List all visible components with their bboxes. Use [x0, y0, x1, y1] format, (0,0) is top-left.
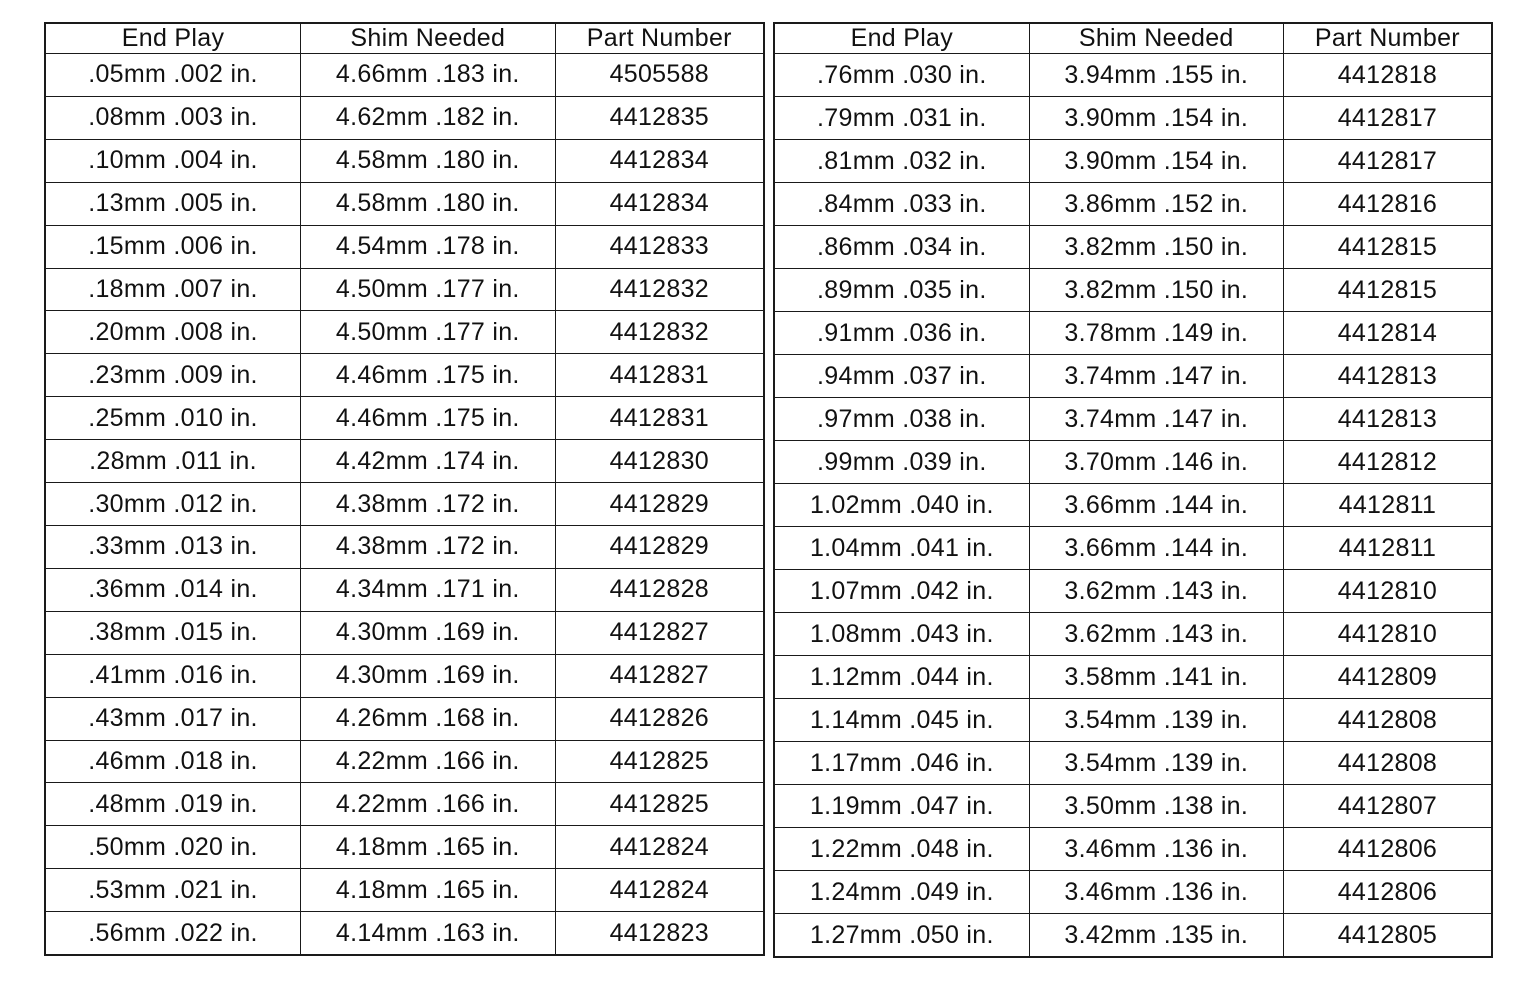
- header-part-number: Part Number: [555, 24, 763, 54]
- shim-needed-cell: 4.50mm .177 in.: [301, 311, 556, 354]
- end-play-cell: .86mm .034 in.: [775, 226, 1029, 269]
- part-number-cell: 4412817: [1283, 140, 1491, 183]
- table-row: [775, 914, 1491, 957]
- part-number-cell: 4412806: [1283, 828, 1491, 871]
- table-row: [775, 527, 1491, 570]
- table-row: [46, 354, 763, 397]
- part-number-cell: 4412829: [555, 525, 763, 568]
- end-play-cell: .13mm .005 in.: [46, 182, 301, 225]
- shim-needed-cell: 4.30mm .169 in.: [301, 611, 556, 654]
- end-play-cell: 1.22mm .048 in.: [775, 828, 1029, 871]
- table-row: [46, 440, 763, 483]
- part-number-cell: 4412818: [1283, 54, 1491, 97]
- shim-needed-cell: 4.62mm .182 in.: [301, 96, 556, 139]
- part-number-cell: 4412826: [555, 697, 763, 740]
- shim-needed-cell: 3.54mm .139 in.: [1029, 699, 1283, 742]
- end-play-cell: .48mm .019 in.: [46, 783, 301, 826]
- end-play-cell: .56mm .022 in.: [46, 912, 301, 954]
- end-play-cell: 1.27mm .050 in.: [775, 914, 1029, 957]
- end-play-cell: .46mm .018 in.: [46, 740, 301, 783]
- shim-needed-cell: 3.62mm .143 in.: [1029, 570, 1283, 613]
- shim-table-right: [773, 22, 1493, 958]
- table-row: [775, 484, 1491, 527]
- part-number-cell: 4412806: [1283, 871, 1491, 914]
- shim-needed-cell: 3.86mm .152 in.: [1029, 183, 1283, 226]
- table-row: [46, 311, 763, 354]
- table-row: [775, 441, 1491, 484]
- table-row: [46, 483, 763, 526]
- header-shim-needed: Shim Needed: [301, 24, 556, 54]
- part-number-cell: 4412817: [1283, 97, 1491, 140]
- shim-needed-cell: 4.50mm .177 in.: [301, 268, 556, 311]
- table-row: [775, 398, 1491, 441]
- table-row: [46, 568, 763, 611]
- table-row: [46, 397, 763, 440]
- shim-needed-cell: 3.82mm .150 in.: [1029, 226, 1283, 269]
- table-row: [46, 654, 763, 697]
- header-end-play: End Play: [775, 24, 1029, 54]
- header-row: [775, 24, 1491, 54]
- header-row: [46, 24, 763, 54]
- shim-needed-cell: 3.42mm .135 in.: [1029, 914, 1283, 957]
- table-row: [46, 611, 763, 654]
- part-number-cell: 4412832: [555, 311, 763, 354]
- table-row: [46, 697, 763, 740]
- part-number-cell: 4412823: [555, 912, 763, 954]
- end-play-cell: .79mm .031 in.: [775, 97, 1029, 140]
- shim-table-left: [44, 22, 765, 956]
- shim-needed-cell: 3.74mm .147 in.: [1029, 355, 1283, 398]
- part-number-cell: 4412831: [555, 397, 763, 440]
- part-number-cell: 4412812: [1283, 441, 1491, 484]
- end-play-cell: .33mm .013 in.: [46, 525, 301, 568]
- table-row: [775, 183, 1491, 226]
- part-number-cell: 4412815: [1283, 226, 1491, 269]
- part-number-cell: 4412808: [1283, 699, 1491, 742]
- part-number-cell: 4412807: [1283, 785, 1491, 828]
- shim-needed-cell: 4.38mm .172 in.: [301, 483, 556, 526]
- part-number-cell: 4412825: [555, 740, 763, 783]
- end-play-cell: 1.12mm .044 in.: [775, 656, 1029, 699]
- table-row: [775, 312, 1491, 355]
- part-number-cell: 4412811: [1283, 527, 1491, 570]
- table-row: [775, 269, 1491, 312]
- part-number-cell: 4412833: [555, 225, 763, 268]
- end-play-cell: .76mm .030 in.: [775, 54, 1029, 97]
- part-number-cell: 4412835: [555, 96, 763, 139]
- end-play-cell: .36mm .014 in.: [46, 568, 301, 611]
- shim-needed-cell: 3.74mm .147 in.: [1029, 398, 1283, 441]
- shim-needed-cell: 4.30mm .169 in.: [301, 654, 556, 697]
- table-row: [46, 740, 763, 783]
- shim-needed-cell: 4.58mm .180 in.: [301, 139, 556, 182]
- header-shim-needed: Shim Needed: [1029, 24, 1283, 54]
- part-number-cell: 4412834: [555, 139, 763, 182]
- shim-needed-cell: 3.90mm .154 in.: [1029, 97, 1283, 140]
- part-number-cell: 4412825: [555, 783, 763, 826]
- table-row: [775, 742, 1491, 785]
- shim-needed-cell: 4.18mm .165 in.: [301, 826, 556, 869]
- part-number-cell: 4412813: [1283, 355, 1491, 398]
- table-row: [46, 525, 763, 568]
- shim-needed-cell: 4.58mm .180 in.: [301, 182, 556, 225]
- end-play-cell: .18mm .007 in.: [46, 268, 301, 311]
- end-play-cell: .99mm .039 in.: [775, 441, 1029, 484]
- shim-needed-cell: 3.50mm .138 in.: [1029, 785, 1283, 828]
- end-play-cell: .91mm .036 in.: [775, 312, 1029, 355]
- end-play-cell: .28mm .011 in.: [46, 440, 301, 483]
- shim-table-left-grid: [46, 24, 763, 954]
- shim-needed-cell: 3.54mm .139 in.: [1029, 742, 1283, 785]
- part-number-cell: 4412824: [555, 826, 763, 869]
- shim-needed-cell: 4.22mm .166 in.: [301, 740, 556, 783]
- shim-needed-cell: 4.42mm .174 in.: [301, 440, 556, 483]
- table-row: [46, 139, 763, 182]
- end-play-cell: 1.14mm .045 in.: [775, 699, 1029, 742]
- shim-needed-cell: 3.70mm .146 in.: [1029, 441, 1283, 484]
- shim-needed-cell: 3.46mm .136 in.: [1029, 871, 1283, 914]
- part-number-cell: 4412827: [555, 654, 763, 697]
- end-play-cell: .25mm .010 in.: [46, 397, 301, 440]
- header-end-play: End Play: [46, 24, 301, 54]
- end-play-cell: .89mm .035 in.: [775, 269, 1029, 312]
- part-number-cell: 4412809: [1283, 656, 1491, 699]
- table-row: [46, 826, 763, 869]
- part-number-cell: 4412828: [555, 568, 763, 611]
- end-play-cell: 1.08mm .043 in.: [775, 613, 1029, 656]
- shim-table-left-body: [46, 54, 763, 955]
- table-row: [775, 871, 1491, 914]
- table-row: [775, 97, 1491, 140]
- part-number-cell: 4412813: [1283, 398, 1491, 441]
- end-play-cell: .97mm .038 in.: [775, 398, 1029, 441]
- table-row: [46, 96, 763, 139]
- table-row: [46, 225, 763, 268]
- part-number-cell: 4412834: [555, 182, 763, 225]
- table-row: [46, 54, 763, 97]
- end-play-cell: .38mm .015 in.: [46, 611, 301, 654]
- end-play-cell: .53mm .021 in.: [46, 869, 301, 912]
- end-play-cell: .15mm .006 in.: [46, 225, 301, 268]
- table-row: [46, 182, 763, 225]
- shim-needed-cell: 4.18mm .165 in.: [301, 869, 556, 912]
- end-play-cell: 1.17mm .046 in.: [775, 742, 1029, 785]
- table-row: [46, 869, 763, 912]
- end-play-cell: .50mm .020 in.: [46, 826, 301, 869]
- end-play-cell: .10mm .004 in.: [46, 139, 301, 182]
- shim-needed-cell: 4.46mm .175 in.: [301, 397, 556, 440]
- end-play-cell: 1.24mm .049 in.: [775, 871, 1029, 914]
- part-number-cell: 4412830: [555, 440, 763, 483]
- shim-needed-cell: 4.66mm .183 in.: [301, 54, 556, 97]
- shim-needed-cell: 3.94mm .155 in.: [1029, 54, 1283, 97]
- shim-needed-cell: 3.66mm .144 in.: [1029, 484, 1283, 527]
- end-play-cell: .94mm .037 in.: [775, 355, 1029, 398]
- end-play-cell: 1.07mm .042 in.: [775, 570, 1029, 613]
- shim-needed-cell: 3.58mm .141 in.: [1029, 656, 1283, 699]
- shim-needed-cell: 3.46mm .136 in.: [1029, 828, 1283, 871]
- part-number-cell: 4412829: [555, 483, 763, 526]
- part-number-cell: 4412827: [555, 611, 763, 654]
- shim-needed-cell: 4.26mm .168 in.: [301, 697, 556, 740]
- table-row: [46, 268, 763, 311]
- table-row: [775, 140, 1491, 183]
- part-number-cell: 4412831: [555, 354, 763, 397]
- part-number-cell: 4412816: [1283, 183, 1491, 226]
- shim-needed-cell: 3.66mm .144 in.: [1029, 527, 1283, 570]
- part-number-cell: 4412815: [1283, 269, 1491, 312]
- table-row: [775, 226, 1491, 269]
- table-row: [775, 828, 1491, 871]
- part-number-cell: 4412814: [1283, 312, 1491, 355]
- part-number-cell: 4412824: [555, 869, 763, 912]
- table-row: [775, 54, 1491, 97]
- end-play-cell: 1.02mm .040 in.: [775, 484, 1029, 527]
- part-number-cell: 4412805: [1283, 914, 1491, 957]
- part-number-cell: 4412832: [555, 268, 763, 311]
- end-play-cell: .30mm .012 in.: [46, 483, 301, 526]
- shim-table-right-grid: [775, 24, 1491, 956]
- shim-table-right-body: [775, 54, 1491, 957]
- end-play-cell: .20mm .008 in.: [46, 311, 301, 354]
- shim-needed-cell: 3.82mm .150 in.: [1029, 269, 1283, 312]
- part-number-cell: 4412811: [1283, 484, 1491, 527]
- shim-needed-cell: 4.14mm .163 in.: [301, 912, 556, 954]
- end-play-cell: .41mm .016 in.: [46, 654, 301, 697]
- table-row: [775, 613, 1491, 656]
- end-play-cell: .08mm .003 in.: [46, 96, 301, 139]
- shim-needed-cell: 3.90mm .154 in.: [1029, 140, 1283, 183]
- end-play-cell: .43mm .017 in.: [46, 697, 301, 740]
- table-row: [46, 912, 763, 954]
- table-row: [775, 785, 1491, 828]
- shim-needed-cell: 3.78mm .149 in.: [1029, 312, 1283, 355]
- part-number-cell: 4412810: [1283, 570, 1491, 613]
- end-play-cell: .23mm .009 in.: [46, 354, 301, 397]
- end-play-cell: .81mm .032 in.: [775, 140, 1029, 183]
- table-row: [775, 570, 1491, 613]
- shim-needed-cell: 3.62mm .143 in.: [1029, 613, 1283, 656]
- part-number-cell: 4412810: [1283, 613, 1491, 656]
- shim-needed-cell: 4.38mm .172 in.: [301, 525, 556, 568]
- shim-needed-cell: 4.34mm .171 in.: [301, 568, 556, 611]
- table-row: [775, 355, 1491, 398]
- table-row: [46, 783, 763, 826]
- shim-needed-cell: 4.22mm .166 in.: [301, 783, 556, 826]
- table-row: [775, 656, 1491, 699]
- end-play-cell: 1.19mm .047 in.: [775, 785, 1029, 828]
- shim-needed-cell: 4.54mm .178 in.: [301, 225, 556, 268]
- table-row: [775, 699, 1491, 742]
- end-play-cell: .84mm .033 in.: [775, 183, 1029, 226]
- part-number-cell: 4505588: [555, 54, 763, 97]
- end-play-cell: 1.04mm .041 in.: [775, 527, 1029, 570]
- part-number-cell: 4412808: [1283, 742, 1491, 785]
- end-play-cell: .05mm .002 in.: [46, 54, 301, 97]
- shim-needed-cell: 4.46mm .175 in.: [301, 354, 556, 397]
- header-part-number: Part Number: [1283, 24, 1491, 54]
